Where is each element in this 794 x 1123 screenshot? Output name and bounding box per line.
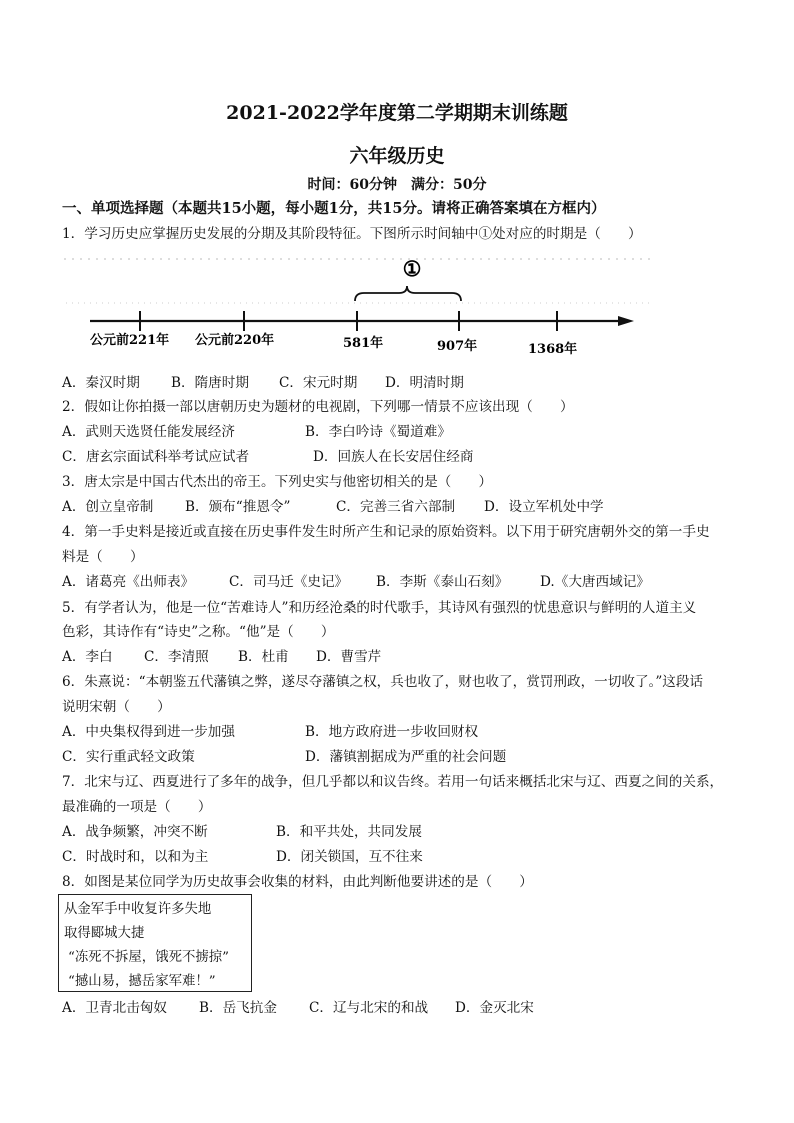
question-6-stem-line-2: 说明宋朝（ ） (62, 699, 171, 715)
question-2-option-b[interactable]: B．李白吟诗《蜀道难》 (305, 424, 451, 440)
material-line-1: 从金军手中收复许多失地 (64, 902, 212, 917)
question-3-option-a[interactable]: A．创立皇帝制 (62, 499, 154, 515)
question-6-stem-line-1: 6．朱熹说：“本朝鉴五代藩镇之弊，遂尽夺藩镇之权，兵也收了，财也收了，赏罚刑政，一切收了。”这段话 (62, 674, 704, 690)
exam-title: 2021-2022学年度第二学期期末训练题 (226, 102, 568, 124)
question-7-stem-line-1: 7．北宋与辽、西夏进行了多年的战争，但几乎都以和议告终。若用一句话来概括北宋与辽、西夏之间的关系， (62, 774, 724, 790)
period-brace (355, 286, 461, 301)
timeline-figure (62, 255, 652, 370)
question-8-option-c[interactable]: C．辽与北宋的和战 (309, 1000, 429, 1016)
question-4-option-d[interactable]: D.《大唐西域记》 (540, 574, 650, 590)
question-4-stem-line-1: 4．第一手史料是接近或直接在历史事件发生时所产生和记录的原始资料。以下用于研究唐朝外交的第一手史 (62, 524, 710, 540)
material-line-4: “撼山易，撼岳家军难！” (68, 974, 216, 989)
exam-subject: 六年级历史 (349, 145, 445, 167)
question-7-option-c[interactable]: C．时战时和，以和为主 (62, 849, 209, 865)
timeline-arrow-icon (618, 316, 634, 326)
material-line-2: 取得郾城大捷 (64, 926, 145, 941)
section-heading: 一、单项选择题（本题共15小题，每小题1分，共15分。请将正确答案填在方框内） (62, 200, 606, 217)
question-7-option-d[interactable]: D．闭关锁国，互不往来 (276, 849, 423, 865)
label-220bc: 公元前220年 (195, 333, 275, 348)
question-8-option-a[interactable]: A．卫青北击匈奴 (62, 1000, 167, 1016)
label-221bc: 公元前221年 (90, 333, 170, 348)
question-5-stem-line-1: 5．有学者认为，他是一位“苦难诗人”和历经沧桑的时代歌手，其诗风有强烈的忧患意识与鲜明的人道主义 (62, 600, 697, 616)
question-1-option-a[interactable]: A．秦汉时期 (62, 375, 140, 391)
question-2-option-c[interactable]: C．唐玄宗面试科举考试应试者 (62, 449, 250, 465)
question-2-stem: 2．假如让你拍摄一部以唐朝历史为题材的电视剧，下列哪一情景不应该出现（ ） (62, 399, 574, 415)
question-6-option-c[interactable]: C．实行重武轻文政策 (62, 749, 195, 765)
question-8-stem: 8．如图是某位同学为历史故事会收集的材料，由此判断他要讲述的是（ ） (62, 874, 533, 890)
material-box (58, 894, 252, 992)
question-3-stem: 3．唐太宗是中国古代杰出的帝王。下列史实与他密切相关的是（ ） (62, 474, 493, 490)
question-8-option-d[interactable]: D．金灭北宋 (455, 1000, 534, 1016)
question-2-option-d[interactable]: D．回族人在长安居住经商 (313, 449, 474, 465)
question-5-option-a[interactable]: A．李白 (62, 649, 113, 665)
question-7-option-a[interactable]: A．战争频繁，冲突不断 (62, 824, 208, 840)
question-7-option-b[interactable]: B．和平共处，共同发展 (276, 824, 422, 840)
question-4-option-c[interactable]: C．司马迁《史记》 (229, 574, 349, 590)
question-4-option-b[interactable]: B．李斯《泰山石刻》 (376, 574, 509, 590)
question-5-option-b[interactable]: B．杜甫 (238, 649, 289, 665)
question-4-option-a[interactable]: A．诸葛亮《出师表》 (62, 574, 195, 590)
question-1-option-d[interactable]: D．明清时期 (385, 375, 464, 391)
period-marker: ① (402, 256, 422, 281)
question-6-option-b[interactable]: B．地方政府进一步收回财权 (305, 724, 479, 740)
question-2-option-a[interactable]: A．武则天选贤任能发展经济 (62, 424, 235, 440)
question-7-stem-line-2: 最准确的一项是（ ） (62, 799, 212, 815)
question-1-option-c[interactable]: C．宋元时期 (279, 375, 358, 391)
question-1-stem: 1．学习历史应掌握历史发展的分期及其阶段特征。下图所示时间轴中①处对应的时期是（ ） (62, 226, 642, 242)
exam-meta: 时间：60分钟 满分：50分 (307, 177, 487, 193)
question-5-option-c[interactable]: C．李清照 (144, 649, 209, 665)
question-6-option-a[interactable]: A．中央集权得到进一步加强 (62, 724, 235, 740)
question-3-option-d[interactable]: D．设立军机处中学 (484, 499, 604, 515)
label-1368: 1368年 (528, 342, 578, 357)
question-8-option-b[interactable]: B．岳飞抗金 (199, 1000, 277, 1016)
question-1-option-b[interactable]: B．隋唐时期 (171, 375, 249, 391)
label-581: 581年 (343, 336, 384, 351)
question-4-stem-line-2: 料是（ ） (62, 549, 144, 565)
label-907: 907年 (437, 339, 478, 354)
question-3-option-b[interactable]: B．颁布“推恩令” (185, 499, 291, 515)
question-5-option-d[interactable]: D．曹雪芹 (316, 649, 382, 665)
question-6-option-d[interactable]: D．藩镇割据成为严重的社会问题 (305, 749, 507, 765)
question-5-stem-line-2: 色彩，其诗作有“诗史”之称。“他”是（ ） (62, 624, 335, 640)
material-line-3: “冻死不拆屋，饿死不掳掠” (68, 950, 229, 965)
question-3-option-c[interactable]: C．完善三省六部制 (336, 499, 456, 515)
